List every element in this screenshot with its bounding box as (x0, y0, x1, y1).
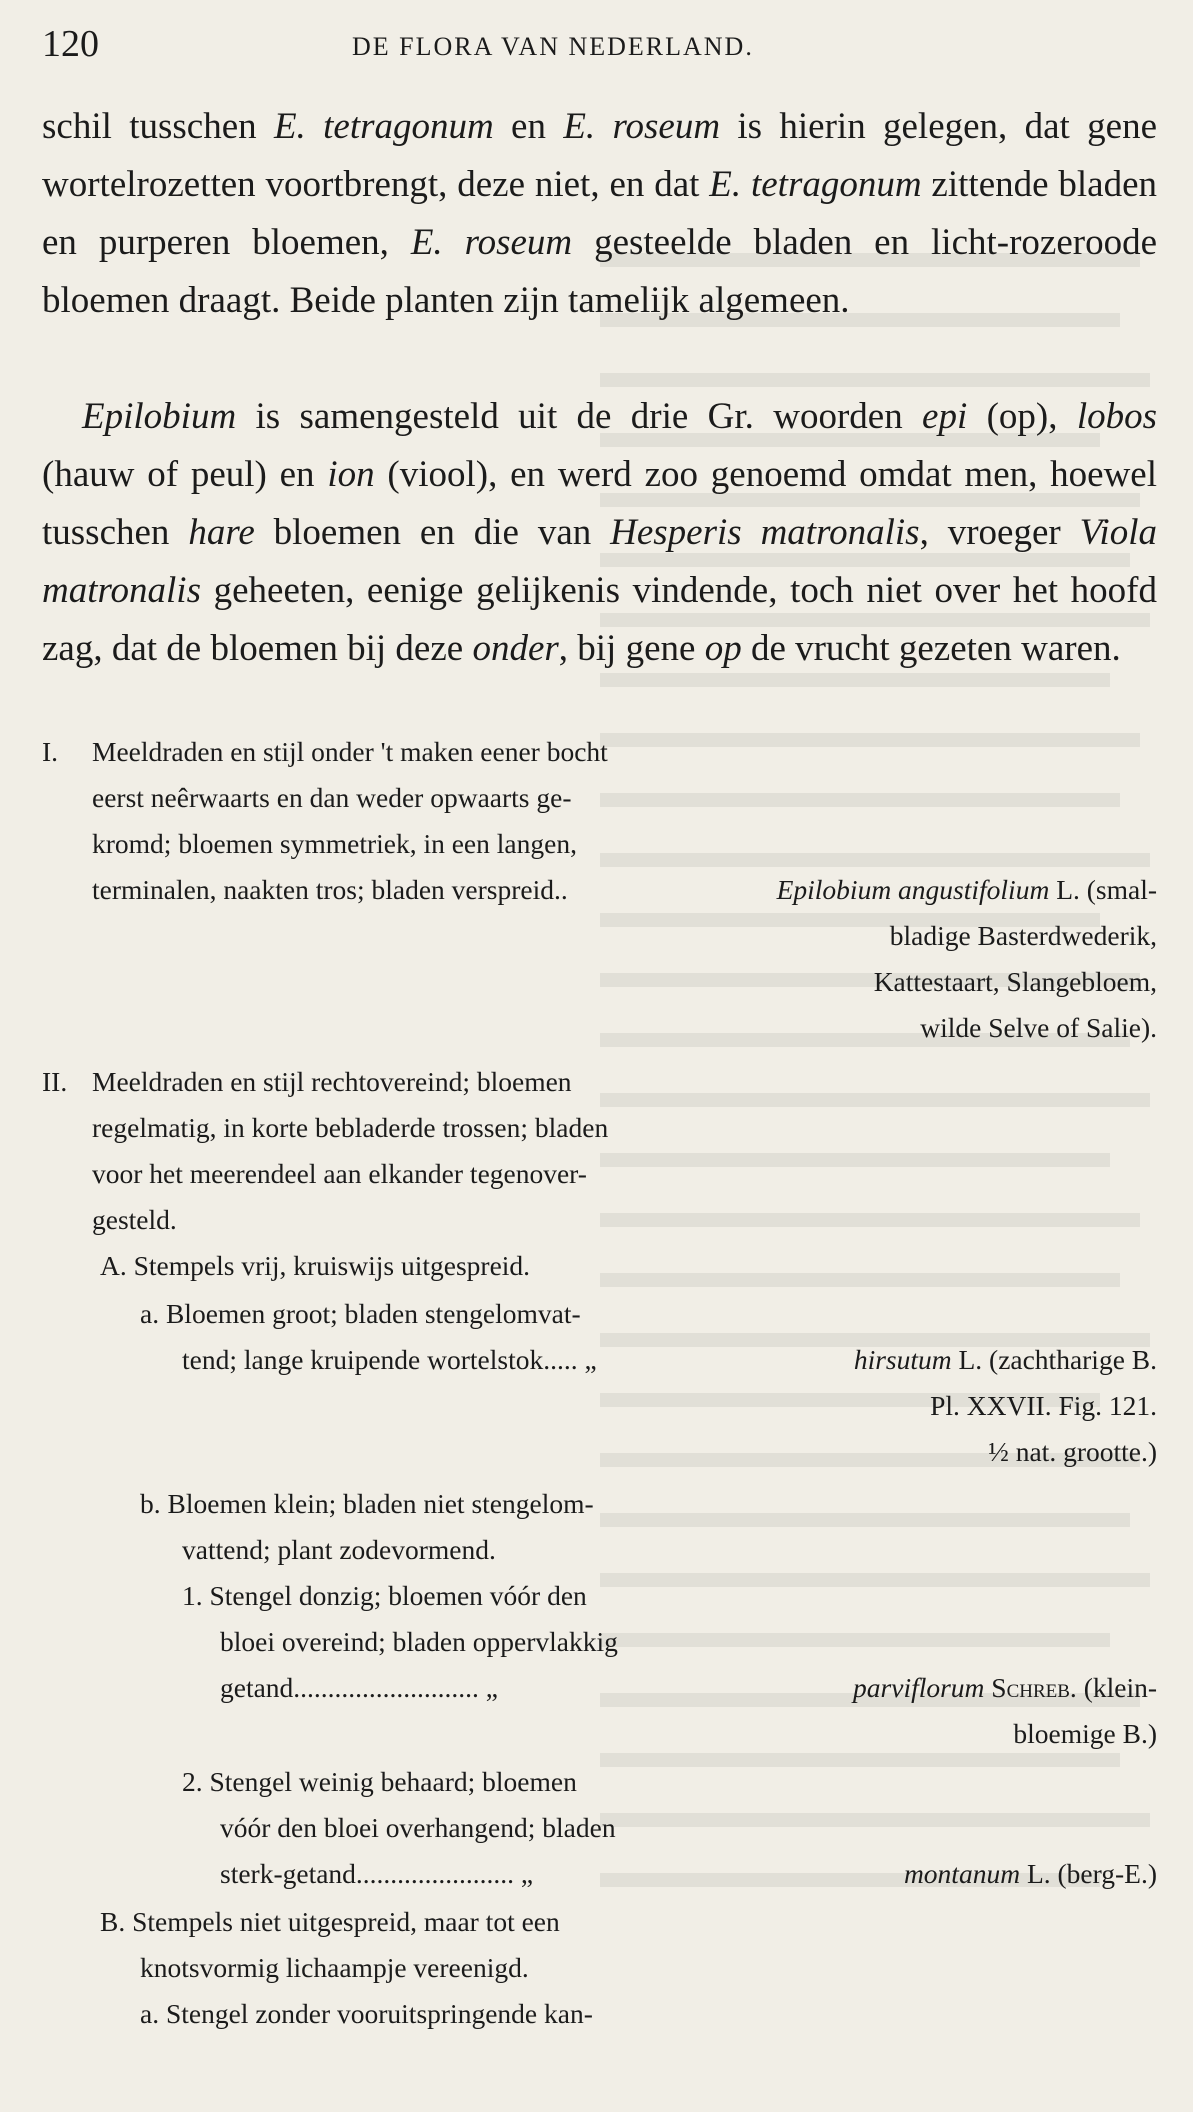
text-run: is hierin gelegen, dat gene wortelrozetten voortbrengt, deze niet, en dat (42, 106, 1158, 205)
text-run: schil tusschen (42, 106, 274, 147)
text-run: , bij gene (558, 628, 705, 669)
emphasis: op (704, 628, 742, 669)
taxon-name: E. tetragonum (709, 164, 922, 205)
species-entry (904, 1852, 1157, 1896)
key-line: regelmatig, in korte bebladerde trossen; bladen (92, 1112, 609, 1143)
key-line: A. Stempels vrij, kruiswijs uitgespreid. (100, 1250, 531, 1281)
genus-name: Epilobium (82, 396, 237, 437)
species-name: Epilobium angustifolium (776, 874, 1050, 905)
authority: L. (zachtharige B. (951, 1344, 1157, 1375)
key-line: tend; lange kruipende wortelstok..... „ (182, 1344, 597, 1375)
text-run: gesteelde bladen en licht-rozeroode bloemen draagt. Beide planten zijn tamelijk algemeen. (42, 222, 1157, 321)
plate-reference: Pl. XXVII. Fig. 121. (930, 1390, 1157, 1421)
common-names: wilde Selve of Salie). (920, 1012, 1157, 1043)
key-line: terminalen, naakten tros; bladen verspreid.. (92, 874, 568, 905)
key-line: sterk-getand....................... „ (220, 1858, 534, 1889)
key-line: vattend; plant zodevormend. (182, 1534, 496, 1565)
key-line: a. Bloemen groot; bladen stengelomvat- (140, 1298, 581, 1329)
species-name: parviflorum (853, 1672, 985, 1703)
page-header (42, 22, 1162, 82)
emphasis: onder (472, 628, 559, 669)
authority: Schreb. (991, 1672, 1077, 1703)
key-line: knotsvormig lichaampje vereenigd. (140, 1952, 529, 1983)
key-number: II. (42, 1066, 68, 1097)
text-run: bloemen en die van (254, 512, 611, 553)
common-name-start: (klein- (1076, 1672, 1157, 1703)
species-entry (777, 868, 1157, 912)
key-line: bloei overeind; bladen oppervlakkig (220, 1626, 618, 1657)
key-number: I. (42, 736, 59, 767)
body-paragraph-1 (42, 98, 1157, 330)
key-line: getand........................... „ (220, 1672, 499, 1703)
key-line: voor het meerendeel aan elkander tegenover- (92, 1158, 587, 1189)
text-run: (hauw of peul) en (42, 454, 328, 495)
text-run: geheeten, eenige gelijkenis vindende, toch niet over het hoofd zag, dat de bloemen bij deze (42, 570, 1157, 669)
key-line: gesteld. (92, 1204, 177, 1235)
key-line: eerst neêrwaarts en dan weder opwaarts ge- (92, 782, 572, 813)
key-line: vóór den bloei overhangend; bladen (220, 1812, 616, 1843)
taxon-name: E. roseum (410, 222, 573, 263)
page-number: 120 (42, 23, 99, 65)
text-run: (viool), en werd zoo genoemd omdat men, hoewel tusschen (42, 454, 1157, 553)
key-line: kromd; bloemen symmetriek, in een langen, (92, 828, 577, 859)
text-run: de vrucht gezeten waren. (741, 628, 1121, 669)
authority: L. (smal- (1049, 874, 1157, 905)
taxon-name: Viola matronalis (42, 512, 1157, 611)
identification-key (42, 730, 1157, 2090)
taxon-name: Hesperis matronalis (610, 512, 920, 553)
text-run: , vroeger (919, 512, 1080, 553)
running-title: DE FLORA VAN NEDERLAND. (352, 32, 754, 61)
text-run: en (493, 106, 564, 147)
text-run: is samengesteld uit de drie Gr. woorden (236, 396, 923, 437)
text-run: (op), (967, 396, 1077, 437)
species-entry (853, 1666, 1157, 1710)
greek-word: lobos (1076, 396, 1157, 437)
common-names: bloemige B.) (1013, 1718, 1157, 1749)
body-paragraph-2 (42, 388, 1157, 678)
key-line: a. Stengel zonder vooruitspringende kan- (140, 1998, 593, 2029)
species-entry (854, 1338, 1157, 1382)
common-names: Kattestaart, Slangebloem, (873, 966, 1157, 997)
key-line: B. Stempels niet uitgespreid, maar tot een (100, 1906, 560, 1937)
text-run: zittende bladen en purperen bloemen, (42, 164, 1158, 263)
greek-word: epi (922, 396, 968, 437)
taxon-name: E. tetragonum (273, 106, 494, 147)
emphasis: hare (188, 512, 255, 553)
species-name: montanum (903, 1858, 1021, 1889)
species-name: hirsutum (853, 1344, 952, 1375)
key-line: Meeldraden en stijl onder 't maken eener bocht (92, 736, 608, 767)
greek-word: ion (327, 454, 375, 495)
common-names: bladige Basterdwederik, (889, 920, 1157, 951)
authority: L. (berg-E.) (1020, 1858, 1157, 1889)
scale-note: ½ nat. grootte.) (988, 1436, 1157, 1467)
taxon-name: E. roseum (563, 106, 721, 147)
key-line: Meeldraden en stijl rechtovereind; bloemen (92, 1066, 572, 1097)
key-line: 1. Stengel donzig; bloemen vóór den (182, 1580, 587, 1611)
key-line: 2. Stengel weinig behaard; bloemen (182, 1766, 577, 1797)
key-line: b. Bloemen klein; bladen niet stengelom- (140, 1488, 594, 1519)
